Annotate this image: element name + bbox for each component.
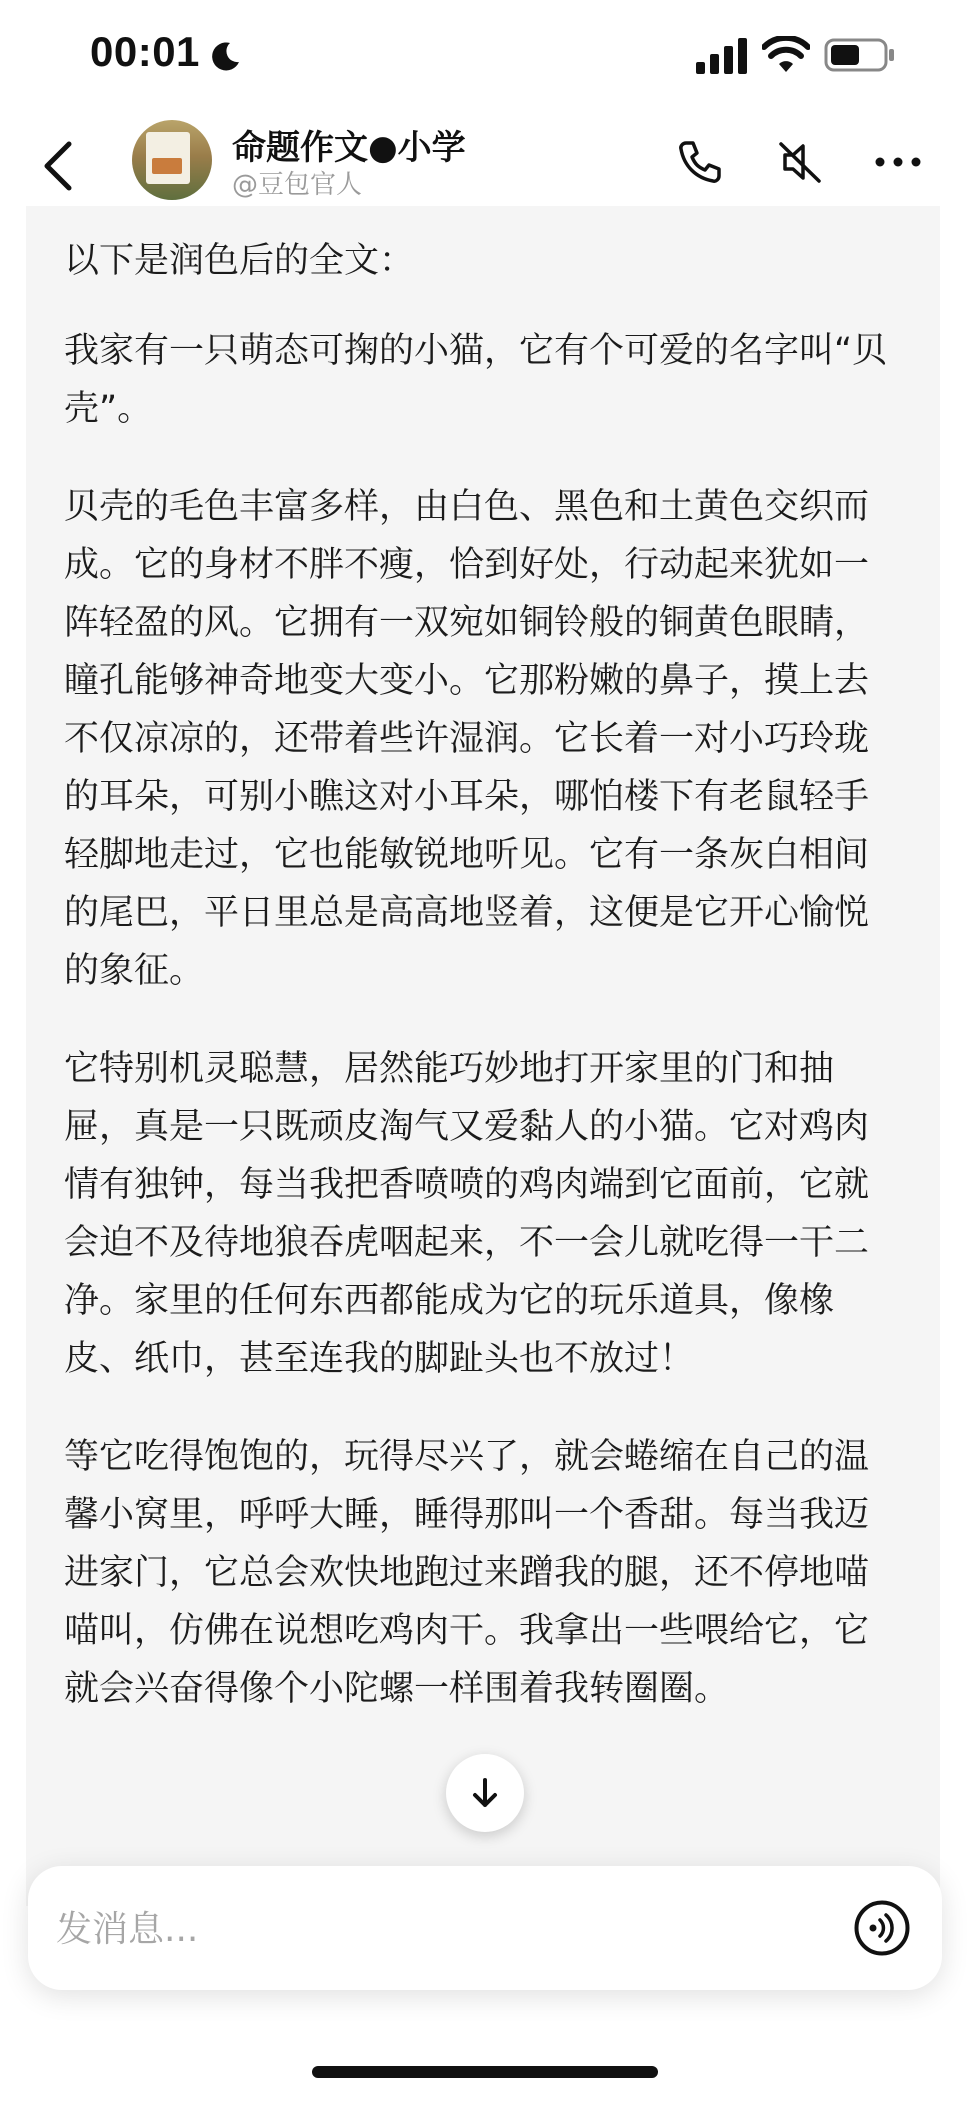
- wifi-icon: [762, 36, 810, 74]
- cellular-signal-icon: [694, 36, 750, 74]
- avatar-book-image: [146, 132, 190, 184]
- moon-icon: [208, 40, 242, 74]
- more-options-button[interactable]: [870, 134, 926, 190]
- home-indicator: [312, 2066, 658, 2078]
- arrow-down-icon: [468, 1776, 502, 1810]
- phone-icon: [677, 139, 723, 185]
- message-input-bar: [28, 1866, 942, 1990]
- message-paragraph: 以下是润色后的全文：: [64, 241, 415, 281]
- phone-call-button[interactable]: [672, 134, 728, 190]
- message-paragraph: 它特别机灵聪慧，居然能巧妙地打开家里的门和抽屉，真是一只既顽皮淘气又爱黏人的小猫。它对鸡肉情有独钟，每当我把香喷喷的鸡肉端到它面前，它就会迫不及待地狼吞虎咽起来，不一会儿就吃得一干二净。家里的任何东西都能成为它的玩乐道具，像橡皮、纸巾，甚至连我的脚趾头也不放过！: [64, 1049, 870, 1379]
- message-input[interactable]: [54, 1896, 838, 1962]
- more-horizontal-icon: [874, 156, 922, 168]
- chat-subtitle: @豆包官人: [232, 170, 363, 200]
- bot-avatar[interactable]: [132, 120, 212, 200]
- chevron-left-icon: [41, 140, 75, 192]
- status-bar: [0, 0, 972, 120]
- voice-call-icon: [853, 1899, 911, 1957]
- message-paragraph: 贝壳的毛色丰富多样，由白色、黑色和土黄色交织而成。它的身材不胖不瘦，恰到好处，行动起来犹如一阵轻盈的风。它拥有一双宛如铜铃般的铜黄色眼睛，瞳孔能够神奇地变大变小。它那粉嫩的鼻子，摸上去不仅凉凉的，还带着些许湿润。它长着一对小巧玲珑的耳朵，可别小瞧这对小耳朵，哪怕楼下有老鼠轻手轻脚地走过，它也能敏锐地听见。它有一条灰白相间的尾巴，平日里总是高高地竖着，这便是它开心愉悦的象征。: [64, 487, 870, 991]
- bot-message-bubble: [26, 206, 940, 1906]
- message-paragraph: 等它吃得饱饱的，玩得尽兴了，就会蜷缩在自己的温馨小窝里，呼呼大睡，睡得那叫一个香甜。每当我迈进家门，它总会欢快地跑过来蹭我的腿，还不停地喵喵叫，仿佛在说想吃鸡肉干。我拿出一些喂给它，它就会兴奋得像个小陀螺一样围着我转圈圈。: [64, 1437, 870, 1709]
- mute-button[interactable]: [772, 134, 828, 190]
- back-button[interactable]: [36, 128, 80, 204]
- chat-title: 命题作文●小学: [232, 128, 466, 168]
- message-paragraph: 我家有一只萌态可掬的小猫，它有个可爱的名字叫“贝壳”。: [64, 331, 888, 429]
- battery-icon: [824, 38, 896, 72]
- speaker-muted-icon: [777, 139, 823, 185]
- chat-header: [0, 120, 972, 212]
- scroll-to-bottom-button[interactable]: [446, 1754, 524, 1832]
- status-time: 00:01: [90, 28, 200, 75]
- voice-call-button[interactable]: [850, 1896, 914, 1960]
